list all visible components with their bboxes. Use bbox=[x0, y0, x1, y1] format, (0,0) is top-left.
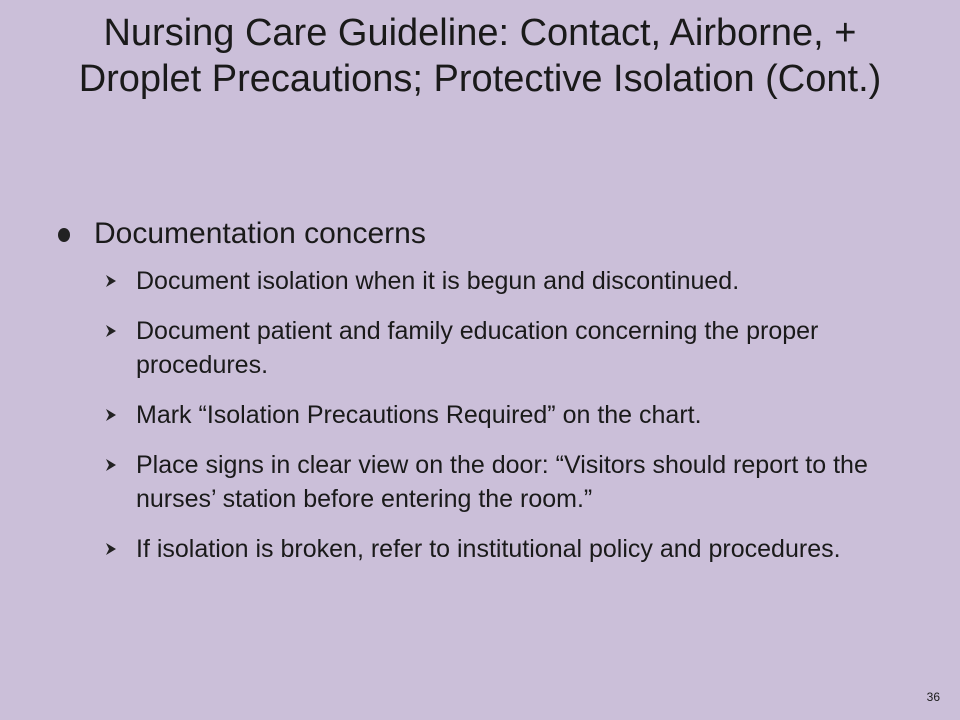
main-bullet-text: Documentation concerns bbox=[94, 217, 426, 250]
sub-bullet bbox=[104, 314, 924, 382]
sub-bullet bbox=[104, 398, 924, 432]
sub-bullet-text: Document isolation when it is begun and discontinued. bbox=[136, 267, 740, 295]
sub-bullet-text: If isolation is broken, refer to institutional policy and procedures. bbox=[136, 535, 841, 563]
arrow-bullet-icon bbox=[104, 448, 136, 472]
sub-bullet-text: Mark “Isolation Precautions Required” on the chart. bbox=[136, 401, 702, 429]
sub-bullet-text: Place signs in clear view on the door: “Visitors should report to the nurses’ station before entering the room.” bbox=[136, 451, 868, 513]
sub-bullet-text: Document patient and family education concerning the proper procedures. bbox=[136, 317, 819, 379]
slide-title: Nursing Care Guideline: Contact, Airborne, + Droplet Precautions; Protective Isolation (Cont.) bbox=[78, 12, 882, 100]
page-number: 36 bbox=[926, 690, 940, 704]
sub-bullet bbox=[104, 448, 924, 516]
bullet-dot-icon bbox=[58, 228, 70, 242]
arrow-bullet-icon bbox=[104, 314, 136, 338]
arrow-bullet-icon bbox=[104, 398, 136, 422]
arrow-bullet-icon bbox=[104, 264, 136, 288]
sub-bullet bbox=[104, 532, 924, 566]
sub-bullet-list bbox=[104, 264, 924, 582]
arrow-bullet-icon bbox=[104, 532, 136, 556]
main-bullet bbox=[58, 214, 918, 254]
sub-bullet bbox=[104, 264, 924, 298]
